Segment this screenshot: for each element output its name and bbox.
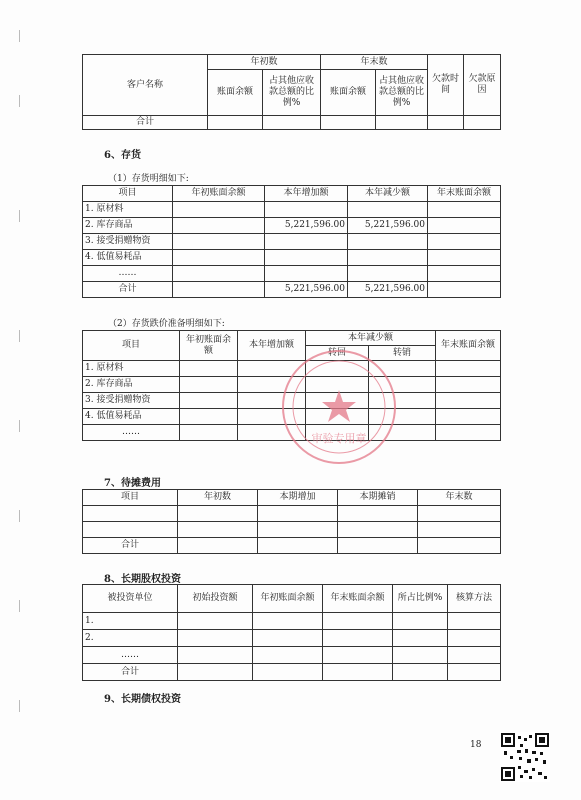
total-label: 合计: [83, 664, 178, 681]
h2-begin: 年初账面余额: [180, 331, 238, 361]
col-age: 欠款时间: [428, 55, 464, 116]
binder-hole: [19, 510, 23, 522]
subheading-inventory-detail: （1）存货明细如下:: [108, 174, 189, 184]
heading-inventory: 6、存货: [104, 150, 141, 161]
inventory-table: [82, 185, 501, 298]
heading-debt-investment: 9、长期债权投资: [104, 694, 181, 705]
binder-hole: [19, 700, 23, 712]
h-item: 项目: [83, 186, 173, 202]
table-row: ……: [83, 425, 501, 441]
h-unit: 被投资单位: [83, 585, 178, 613]
table-row: 2. 库存商品 5,221,596.00 5,221,596.00: [83, 218, 501, 234]
table-row: 3. 接受捐赠物资: [83, 234, 501, 250]
table-row: 1. 原材料: [83, 202, 501, 218]
equity-investment-table: [82, 584, 501, 681]
table-row: 3. 接受捐赠物资: [83, 393, 501, 409]
heading-prepaid: 7、待摊费用: [104, 478, 161, 489]
h-amort: 本期摊销: [338, 490, 418, 506]
qr-code-icon: [500, 732, 550, 782]
total-label: 合计: [83, 538, 178, 554]
h-begin: 年初账面余额: [253, 585, 323, 613]
total-label: 合计: [83, 282, 173, 298]
col-reason: 欠款原因: [464, 55, 501, 116]
table-row: ……: [83, 266, 501, 282]
col-book-end: 账面余额: [321, 70, 376, 116]
page-number: 18: [470, 740, 482, 750]
table-row: 2. 库存商品: [83, 377, 501, 393]
table-row: ……: [83, 647, 501, 664]
h-method: 核算方法: [448, 585, 501, 613]
h-ratio: 所占比例%: [393, 585, 448, 613]
col-customer: 客户名称: [83, 55, 208, 116]
h-inc: 本年增加额: [265, 186, 348, 202]
total-label: 合计: [83, 116, 208, 130]
h-end: 年末数: [418, 490, 501, 506]
h2-writeoff: 转销: [369, 346, 436, 361]
table-row: 4. 低值易耗品: [83, 250, 501, 266]
h2-end: 年末账面余额: [436, 331, 501, 361]
subheading-impairment: （2）存货跌价准备明细如下:: [108, 319, 225, 329]
h2-inc: 本年增加额: [238, 331, 306, 361]
h-dec: 本年减少额: [348, 186, 428, 202]
h-item: 项目: [83, 490, 178, 506]
audit-seal: [282, 350, 396, 464]
binder-hole: [19, 600, 23, 612]
h-end: 年末账面余额: [323, 585, 393, 613]
col-ratio-end: 占其他应收款总额的比例%: [376, 70, 428, 116]
h-end: 年末账面余额: [428, 186, 501, 202]
receivables-table: [82, 54, 501, 130]
h-begin: 年初数: [178, 490, 258, 506]
col-ratio-begin: 占其他应收款总额的比例%: [263, 70, 321, 116]
table-row: 4. 低值易耗品: [83, 409, 501, 425]
prepaid-table: [82, 489, 501, 554]
heading-equity-investment: 8、长期股权投资: [104, 574, 181, 585]
h-begin: 年初账面余额: [173, 186, 265, 202]
binder-hole: [19, 420, 23, 432]
h-initial: 初始投资额: [178, 585, 253, 613]
seal-text: 审验专用章: [311, 432, 367, 445]
h-inc: 本期增加: [258, 490, 338, 506]
col-book-begin: 账面余额: [208, 70, 263, 116]
table-row: 1.: [83, 613, 501, 630]
binder-hole: [19, 330, 23, 342]
binder-hole: [19, 210, 23, 222]
table-row: 1. 原材料: [83, 361, 501, 377]
col-end: 年末数: [321, 55, 428, 70]
col-begin: 年初数: [208, 55, 321, 70]
h2-return: 转回: [306, 346, 369, 361]
h2-dec: 本年减少额: [306, 331, 436, 346]
binder-hole: [19, 30, 23, 42]
total-dec: 5,221,596.00: [348, 282, 428, 298]
total-inc: 5,221,596.00: [265, 282, 348, 298]
h2-item: 项目: [83, 331, 180, 361]
binder-hole: [19, 95, 23, 107]
table-row: 2.: [83, 630, 501, 647]
